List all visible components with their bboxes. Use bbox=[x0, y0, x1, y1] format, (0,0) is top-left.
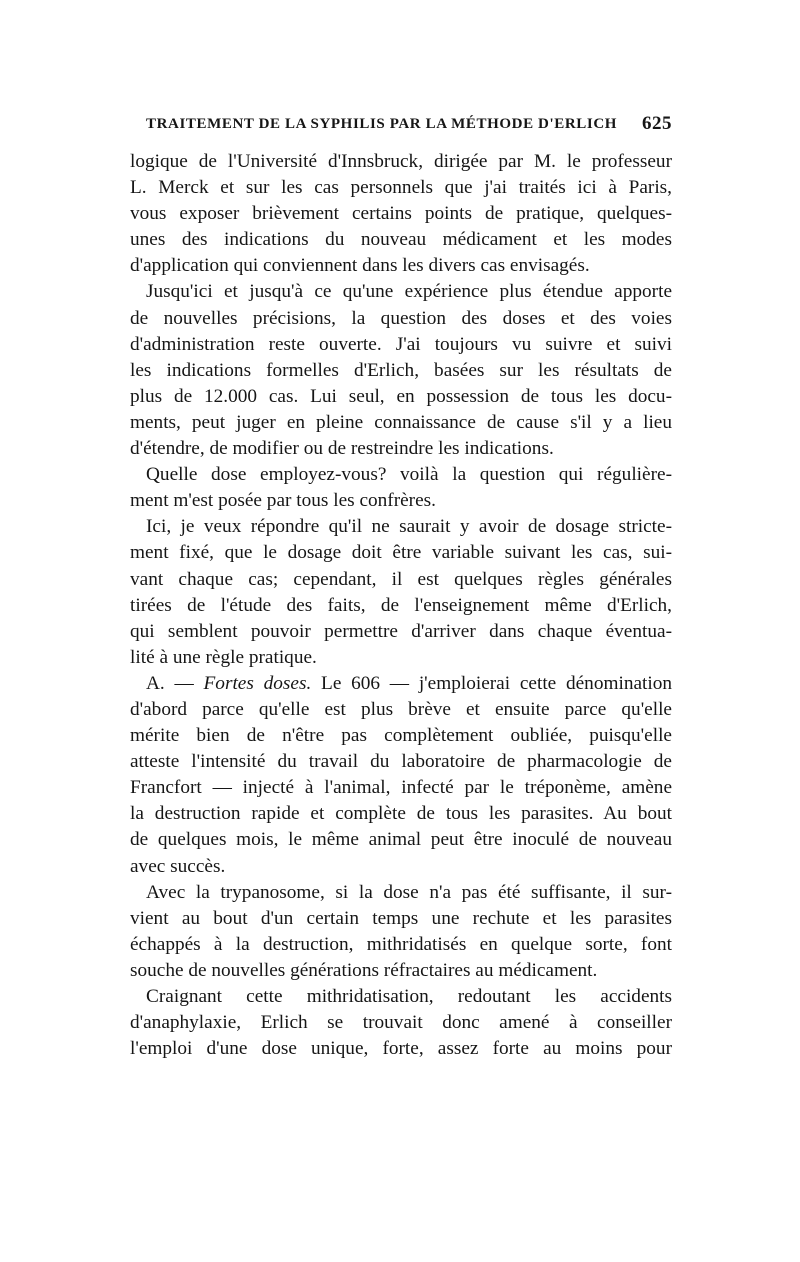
paragraph-first-line: Quelle dose employez-vous? voilà la question qui régulière- bbox=[146, 464, 672, 486]
paragraph-first-line: Jusqu'ici et jusqu'à ce qu'une expérience plus étendue apporte bbox=[146, 281, 672, 303]
text-line: mérite bien de n'être pas complètement oubliée, puisqu'elle bbox=[130, 725, 672, 747]
text-line: d'abord parce qu'elle est plus brève et ensuite parce qu'elle bbox=[130, 698, 672, 720]
paragraph-first-line: Ici, je veux répondre qu'il ne saurait y avoir de dosage stricte- bbox=[146, 516, 672, 538]
text-line: avec succès. bbox=[130, 855, 226, 877]
text-line: la destruction rapide et complète de tous les parasites. Au bout bbox=[130, 803, 672, 825]
text-line: de nouvelles précisions, la question des doses et des voies bbox=[130, 307, 672, 329]
text-line: ment fixé, que le dosage doit être variable suivant les cas, sui- bbox=[130, 542, 672, 564]
text-line: plus de 12.000 cas. Lui seul, en possession de tous les docu- bbox=[130, 385, 672, 407]
text-line: échappés à la destruction, mithridatisés en quelque sorte, font bbox=[130, 933, 672, 955]
text-line: vant chaque cas; cependant, il est quelques règles générales bbox=[130, 568, 672, 590]
running-title: TRAITEMENT DE LA SYPHILIS PAR LA MÉTHODE D'ERLICH bbox=[146, 116, 618, 132]
running-head bbox=[146, 113, 672, 140]
page-number: 625 bbox=[642, 113, 672, 134]
section-heading-line bbox=[130, 671, 672, 697]
text-line: ment m'est posée par tous les confrères. bbox=[130, 490, 436, 512]
text-line: vient au bout d'un certain temps une rechute et les parasites bbox=[130, 907, 672, 929]
text-line: logique de l'Université d'Innsbruck, dirigée par M. le professeur bbox=[130, 151, 672, 172]
text-line: d'anaphylaxie, Erlich se trouvait donc amené à conseiller bbox=[130, 1012, 672, 1034]
text-line: ments, peut juger en pleine connaissance de cause s'il y a lieu bbox=[130, 411, 672, 433]
text-line: d'administration reste ouverte. J'ai toujours vu suivre et suivi bbox=[130, 333, 672, 355]
text-line: tirées de l'étude des faits, de l'enseignement même d'Erlich, bbox=[130, 594, 672, 616]
text-line: de quelques mois, le même animal peut être inoculé de nouveau bbox=[130, 829, 672, 851]
text-line: souche de nouvelles générations réfractaires au médicament. bbox=[130, 959, 598, 981]
body-text bbox=[130, 149, 672, 1062]
paragraph-first-line: Avec la trypanosome, si la dose n'a pas été suffisante, il sur- bbox=[146, 881, 672, 903]
section-title: Fortes doses. bbox=[203, 672, 312, 694]
text-line: lité à une règle pratique. bbox=[130, 646, 317, 668]
paragraph-first-line: Craignant cette mithridatisation, redoutant les accidents bbox=[146, 986, 672, 1007]
text-line: qui semblent pouvoir permettre d'arriver dans chaque éventua- bbox=[130, 620, 672, 642]
section-line-text: Le 606 — j'emploierai cette dénomination bbox=[311, 672, 672, 694]
text-line: unes des indications du nouveau médicament et les modes bbox=[130, 229, 672, 251]
text-line: atteste l'intensité du travail du laboratoire de pharmacologie de bbox=[130, 751, 672, 773]
text-line: L. Merck et sur les cas personnels que j'ai traités ici à Paris, bbox=[130, 177, 672, 199]
text-line: l'emploi d'une dose unique, forte, assez forte au moins pour bbox=[130, 1038, 672, 1060]
text-line: Francfort — injecté à l'animal, infecté par le tréponème, amène bbox=[130, 777, 672, 799]
text-line: vous exposer brièvement certains points de pratique, quelques- bbox=[130, 203, 672, 225]
text-line: les indications formelles d'Erlich, basées sur les résultats de bbox=[130, 359, 672, 381]
text-line: d'étendre, de modifier ou de restreindre les indications. bbox=[130, 438, 554, 460]
text-line: d'application qui conviennent dans les divers cas envisagés. bbox=[130, 255, 590, 277]
section-label: A. — bbox=[146, 672, 204, 694]
